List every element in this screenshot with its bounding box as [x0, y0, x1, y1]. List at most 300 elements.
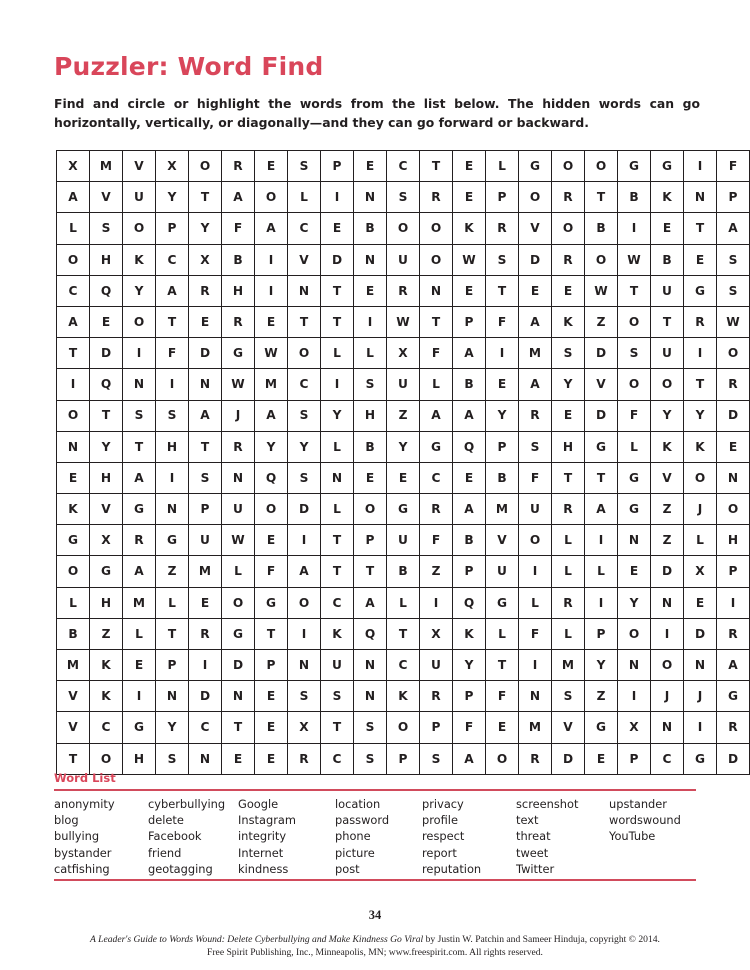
grid-cell[interactable]: N	[354, 650, 387, 681]
grid-cell[interactable]: R	[222, 431, 255, 462]
grid-cell[interactable]: N	[288, 650, 321, 681]
grid-cell[interactable]: W	[618, 244, 651, 275]
grid-cell[interactable]: L	[57, 213, 90, 244]
grid-cell[interactable]: T	[90, 400, 123, 431]
grid-cell[interactable]: S	[156, 400, 189, 431]
grid-cell[interactable]: S	[354, 369, 387, 400]
grid-cell[interactable]: A	[717, 213, 750, 244]
grid-cell[interactable]: T	[123, 431, 156, 462]
grid-cell[interactable]: Y	[189, 213, 222, 244]
grid-cell[interactable]: I	[618, 213, 651, 244]
grid-cell[interactable]: N	[222, 462, 255, 493]
grid-cell[interactable]: D	[189, 338, 222, 369]
grid-cell[interactable]: R	[717, 618, 750, 649]
grid-cell[interactable]: D	[717, 743, 750, 774]
grid-cell[interactable]: J	[222, 400, 255, 431]
grid-cell[interactable]: H	[90, 244, 123, 275]
grid-cell[interactable]: S	[354, 712, 387, 743]
grid-cell[interactable]: G	[585, 431, 618, 462]
word-list-item[interactable]: bullying	[54, 829, 100, 844]
grid-cell[interactable]: E	[57, 462, 90, 493]
grid-cell[interactable]: M	[519, 712, 552, 743]
grid-cell[interactable]: V	[552, 712, 585, 743]
grid-cell[interactable]: S	[288, 151, 321, 182]
grid-cell[interactable]: O	[519, 182, 552, 213]
word-list-item[interactable]: geotagging	[148, 861, 213, 876]
grid-cell[interactable]: E	[519, 275, 552, 306]
grid-cell[interactable]: K	[651, 182, 684, 213]
word-list-item[interactable]: wordswound	[609, 813, 681, 828]
grid-cell[interactable]: N	[354, 182, 387, 213]
grid-cell[interactable]: C	[387, 650, 420, 681]
grid-cell[interactable]: Y	[453, 650, 486, 681]
grid-cell[interactable]: I	[156, 369, 189, 400]
grid-cell[interactable]: O	[288, 338, 321, 369]
grid-cell[interactable]: E	[354, 275, 387, 306]
grid-cell[interactable]: T	[684, 213, 717, 244]
grid-cell[interactable]: I	[519, 650, 552, 681]
grid-cell[interactable]: Z	[585, 681, 618, 712]
grid-cell[interactable]: E	[453, 151, 486, 182]
grid-cell[interactable]: D	[651, 556, 684, 587]
grid-cell[interactable]: A	[420, 400, 453, 431]
grid-cell[interactable]: N	[354, 244, 387, 275]
grid-cell[interactable]: K	[387, 681, 420, 712]
grid-cell[interactable]: H	[90, 587, 123, 618]
grid-cell[interactable]: M	[189, 556, 222, 587]
grid-cell[interactable]: D	[288, 494, 321, 525]
grid-cell[interactable]: O	[552, 213, 585, 244]
grid-cell[interactable]: S	[717, 244, 750, 275]
grid-cell[interactable]: B	[354, 213, 387, 244]
grid-cell[interactable]: G	[222, 338, 255, 369]
grid-cell[interactable]: T	[189, 431, 222, 462]
grid-cell[interactable]: F	[222, 213, 255, 244]
grid-cell[interactable]: S	[288, 681, 321, 712]
grid-cell[interactable]: L	[618, 431, 651, 462]
word-list-item[interactable]: catfishing	[54, 861, 110, 876]
grid-cell[interactable]: L	[486, 151, 519, 182]
grid-cell[interactable]: T	[387, 618, 420, 649]
grid-cell[interactable]: N	[684, 650, 717, 681]
grid-cell[interactable]: L	[552, 556, 585, 587]
grid-cell[interactable]: U	[651, 338, 684, 369]
grid-cell[interactable]: Y	[618, 587, 651, 618]
grid-cell[interactable]: J	[651, 681, 684, 712]
grid-cell[interactable]: P	[156, 213, 189, 244]
grid-cell[interactable]: O	[618, 306, 651, 337]
grid-cell[interactable]: T	[651, 306, 684, 337]
grid-cell[interactable]: G	[90, 556, 123, 587]
grid-cell[interactable]: V	[123, 151, 156, 182]
grid-cell[interactable]: N	[651, 587, 684, 618]
word-list-item[interactable]: Instagram	[238, 813, 296, 828]
grid-cell[interactable]: K	[684, 431, 717, 462]
grid-cell[interactable]: N	[618, 525, 651, 556]
grid-cell[interactable]: X	[288, 712, 321, 743]
grid-cell[interactable]: A	[717, 650, 750, 681]
grid-cell[interactable]: Y	[288, 431, 321, 462]
grid-cell[interactable]: T	[618, 275, 651, 306]
grid-cell[interactable]: D	[189, 681, 222, 712]
word-search-grid[interactable]	[56, 150, 740, 775]
grid-cell[interactable]: R	[486, 213, 519, 244]
grid-cell[interactable]: C	[321, 587, 354, 618]
word-list-item[interactable]: respect	[422, 829, 465, 844]
grid-cell[interactable]: C	[387, 151, 420, 182]
grid-cell[interactable]: I	[255, 275, 288, 306]
grid-cell[interactable]: G	[420, 431, 453, 462]
word-list-item[interactable]: Google	[238, 797, 279, 811]
grid-cell[interactable]: I	[321, 369, 354, 400]
grid-cell[interactable]: V	[90, 494, 123, 525]
word-list-item[interactable]: tweet	[516, 845, 549, 860]
grid-cell[interactable]: K	[321, 618, 354, 649]
grid-cell[interactable]: T	[288, 306, 321, 337]
grid-cell[interactable]: A	[519, 369, 552, 400]
grid-cell[interactable]: O	[123, 213, 156, 244]
grid-cell[interactable]: W	[717, 306, 750, 337]
grid-cell[interactable]: L	[552, 525, 585, 556]
grid-cell[interactable]: P	[453, 556, 486, 587]
grid-cell[interactable]: P	[585, 618, 618, 649]
grid-cell[interactable]: V	[57, 681, 90, 712]
grid-cell[interactable]: H	[156, 431, 189, 462]
grid-cell[interactable]: F	[420, 338, 453, 369]
grid-cell[interactable]: J	[684, 681, 717, 712]
grid-cell[interactable]: G	[519, 151, 552, 182]
grid-cell[interactable]: W	[222, 369, 255, 400]
letter-grid-table[interactable]	[56, 150, 750, 775]
grid-cell[interactable]: L	[123, 618, 156, 649]
grid-cell[interactable]: I	[123, 338, 156, 369]
grid-cell[interactable]: H	[123, 743, 156, 774]
grid-cell[interactable]: Z	[585, 306, 618, 337]
grid-cell[interactable]: N	[57, 431, 90, 462]
grid-cell[interactable]: O	[717, 494, 750, 525]
grid-cell[interactable]: E	[717, 431, 750, 462]
grid-cell[interactable]: I	[486, 338, 519, 369]
word-list-item[interactable]: cyberbullying	[148, 797, 226, 811]
grid-cell[interactable]: I	[288, 618, 321, 649]
grid-cell[interactable]: S	[123, 400, 156, 431]
grid-cell[interactable]: E	[255, 151, 288, 182]
grid-cell[interactable]: T	[156, 306, 189, 337]
grid-cell[interactable]: I	[684, 712, 717, 743]
grid-cell[interactable]: A	[288, 556, 321, 587]
grid-cell[interactable]: A	[453, 400, 486, 431]
grid-cell[interactable]: L	[321, 431, 354, 462]
grid-cell[interactable]: L	[387, 587, 420, 618]
grid-cell[interactable]: E	[453, 462, 486, 493]
word-list-item[interactable]: picture	[335, 845, 375, 860]
grid-cell[interactable]: T	[420, 306, 453, 337]
grid-cell[interactable]: B	[57, 618, 90, 649]
grid-cell[interactable]: Z	[387, 400, 420, 431]
grid-cell[interactable]: S	[552, 338, 585, 369]
grid-cell[interactable]: N	[717, 462, 750, 493]
grid-cell[interactable]: I	[651, 618, 684, 649]
grid-cell[interactable]: K	[90, 650, 123, 681]
grid-cell[interactable]: O	[519, 525, 552, 556]
grid-cell[interactable]: F	[717, 151, 750, 182]
grid-cell[interactable]: O	[387, 213, 420, 244]
grid-cell[interactable]: E	[453, 182, 486, 213]
grid-cell[interactable]: Z	[90, 618, 123, 649]
grid-cell[interactable]: Y	[255, 431, 288, 462]
grid-cell[interactable]: O	[387, 712, 420, 743]
grid-cell[interactable]: O	[420, 244, 453, 275]
grid-cell[interactable]: C	[288, 369, 321, 400]
grid-cell[interactable]: R	[717, 712, 750, 743]
grid-cell[interactable]: N	[354, 681, 387, 712]
grid-cell[interactable]: W	[222, 525, 255, 556]
grid-cell[interactable]: F	[618, 400, 651, 431]
grid-cell[interactable]: T	[321, 275, 354, 306]
grid-cell[interactable]: T	[486, 650, 519, 681]
grid-cell[interactable]: E	[585, 743, 618, 774]
grid-cell[interactable]: U	[387, 244, 420, 275]
grid-cell[interactable]: Q	[354, 618, 387, 649]
grid-cell[interactable]: G	[651, 151, 684, 182]
grid-cell[interactable]: O	[618, 369, 651, 400]
grid-cell[interactable]: C	[321, 743, 354, 774]
grid-cell[interactable]: A	[57, 306, 90, 337]
grid-cell[interactable]: O	[684, 462, 717, 493]
grid-cell[interactable]: R	[519, 743, 552, 774]
grid-cell[interactable]: O	[255, 182, 288, 213]
grid-cell[interactable]: I	[57, 369, 90, 400]
grid-cell[interactable]: T	[57, 743, 90, 774]
grid-cell[interactable]: N	[189, 743, 222, 774]
grid-cell[interactable]: E	[618, 556, 651, 587]
grid-cell[interactable]: S	[552, 681, 585, 712]
grid-cell[interactable]: P	[387, 743, 420, 774]
grid-cell[interactable]: D	[717, 400, 750, 431]
grid-cell[interactable]: I	[618, 681, 651, 712]
grid-cell[interactable]: N	[651, 712, 684, 743]
grid-cell[interactable]: X	[684, 556, 717, 587]
grid-cell[interactable]: A	[222, 182, 255, 213]
grid-cell[interactable]: D	[552, 743, 585, 774]
grid-cell[interactable]: M	[519, 338, 552, 369]
word-list-item[interactable]: text	[516, 813, 539, 828]
grid-cell[interactable]: A	[123, 556, 156, 587]
grid-cell[interactable]: I	[156, 462, 189, 493]
grid-cell[interactable]: N	[288, 275, 321, 306]
grid-cell[interactable]: W	[585, 275, 618, 306]
word-list-item[interactable]: bystander	[54, 845, 112, 860]
grid-cell[interactable]: T	[420, 151, 453, 182]
grid-cell[interactable]: T	[222, 712, 255, 743]
grid-cell[interactable]: E	[354, 151, 387, 182]
grid-cell[interactable]: K	[57, 494, 90, 525]
grid-cell[interactable]: P	[354, 525, 387, 556]
grid-cell[interactable]: F	[453, 712, 486, 743]
grid-cell[interactable]: C	[57, 275, 90, 306]
grid-cell[interactable]: F	[486, 681, 519, 712]
grid-cell[interactable]: O	[651, 369, 684, 400]
grid-cell[interactable]: D	[684, 618, 717, 649]
grid-cell[interactable]: I	[585, 525, 618, 556]
grid-cell[interactable]: O	[585, 151, 618, 182]
grid-cell[interactable]: N	[222, 681, 255, 712]
grid-cell[interactable]: G	[123, 712, 156, 743]
word-list-item[interactable]: privacy	[422, 797, 464, 811]
grid-cell[interactable]: G	[585, 712, 618, 743]
grid-cell[interactable]: B	[585, 213, 618, 244]
grid-cell[interactable]: F	[519, 618, 552, 649]
grid-cell[interactable]: A	[123, 462, 156, 493]
grid-cell[interactable]: Y	[387, 431, 420, 462]
grid-cell[interactable]: B	[651, 244, 684, 275]
grid-cell[interactable]: S	[90, 213, 123, 244]
grid-cell[interactable]: R	[288, 743, 321, 774]
grid-cell[interactable]: E	[255, 306, 288, 337]
grid-cell[interactable]: D	[321, 244, 354, 275]
grid-cell[interactable]: T	[486, 275, 519, 306]
grid-cell[interactable]: X	[387, 338, 420, 369]
grid-cell[interactable]: Q	[453, 587, 486, 618]
word-list-item[interactable]: phone	[335, 829, 371, 844]
grid-cell[interactable]: O	[57, 400, 90, 431]
grid-cell[interactable]: S	[156, 743, 189, 774]
grid-cell[interactable]: U	[321, 650, 354, 681]
grid-cell[interactable]: Y	[156, 712, 189, 743]
grid-cell[interactable]: B	[354, 431, 387, 462]
grid-cell[interactable]: Q	[90, 369, 123, 400]
grid-cell[interactable]: L	[585, 556, 618, 587]
grid-cell[interactable]: N	[519, 681, 552, 712]
grid-cell[interactable]: N	[156, 494, 189, 525]
grid-cell[interactable]: O	[123, 306, 156, 337]
grid-cell[interactable]: S	[321, 681, 354, 712]
grid-cell[interactable]: G	[684, 743, 717, 774]
grid-cell[interactable]: K	[453, 213, 486, 244]
grid-cell[interactable]: P	[255, 650, 288, 681]
grid-cell[interactable]: E	[90, 306, 123, 337]
grid-cell[interactable]: G	[618, 151, 651, 182]
grid-cell[interactable]: S	[288, 400, 321, 431]
grid-cell[interactable]: F	[519, 462, 552, 493]
grid-cell[interactable]: F	[156, 338, 189, 369]
grid-cell[interactable]: O	[585, 244, 618, 275]
grid-cell[interactable]: C	[288, 213, 321, 244]
grid-cell[interactable]: D	[519, 244, 552, 275]
grid-cell[interactable]: H	[354, 400, 387, 431]
grid-cell[interactable]: A	[354, 587, 387, 618]
word-list-item[interactable]: YouTube	[609, 829, 656, 844]
grid-cell[interactable]: H	[717, 525, 750, 556]
grid-cell[interactable]: T	[189, 182, 222, 213]
grid-cell[interactable]: I	[519, 556, 552, 587]
grid-cell[interactable]: B	[222, 244, 255, 275]
grid-cell[interactable]: T	[321, 712, 354, 743]
grid-cell[interactable]: W	[387, 306, 420, 337]
grid-cell[interactable]: Y	[321, 400, 354, 431]
grid-cell[interactable]: N	[684, 182, 717, 213]
grid-cell[interactable]: L	[321, 338, 354, 369]
word-list-item[interactable]: threat	[516, 829, 551, 844]
grid-cell[interactable]: U	[651, 275, 684, 306]
grid-cell[interactable]: S	[717, 275, 750, 306]
grid-cell[interactable]: U	[222, 494, 255, 525]
grid-cell[interactable]: W	[453, 244, 486, 275]
grid-cell[interactable]: Z	[651, 494, 684, 525]
grid-cell[interactable]: L	[486, 618, 519, 649]
grid-cell[interactable]: E	[255, 681, 288, 712]
grid-cell[interactable]: O	[552, 151, 585, 182]
grid-cell[interactable]: X	[156, 151, 189, 182]
word-list-item[interactable]: report	[422, 845, 457, 860]
grid-cell[interactable]: N	[618, 650, 651, 681]
word-list-item[interactable]: Facebook	[148, 829, 202, 844]
grid-cell[interactable]: U	[189, 525, 222, 556]
grid-cell[interactable]: R	[420, 182, 453, 213]
grid-cell[interactable]: X	[189, 244, 222, 275]
word-list-item[interactable]: blog	[54, 813, 79, 828]
grid-cell[interactable]: U	[387, 369, 420, 400]
grid-cell[interactable]: G	[387, 494, 420, 525]
grid-cell[interactable]: B	[387, 556, 420, 587]
word-list-item[interactable]: screenshot	[516, 797, 579, 811]
grid-cell[interactable]: M	[123, 587, 156, 618]
grid-cell[interactable]: V	[90, 182, 123, 213]
grid-cell[interactable]: L	[552, 618, 585, 649]
grid-cell[interactable]: G	[156, 525, 189, 556]
grid-cell[interactable]: M	[552, 650, 585, 681]
grid-cell[interactable]: G	[618, 462, 651, 493]
grid-cell[interactable]: N	[123, 369, 156, 400]
grid-cell[interactable]: E	[123, 650, 156, 681]
grid-cell[interactable]: V	[519, 213, 552, 244]
grid-cell[interactable]: T	[585, 182, 618, 213]
word-list-item[interactable]: reputation	[422, 861, 482, 876]
grid-cell[interactable]: O	[57, 244, 90, 275]
grid-cell[interactable]: C	[156, 244, 189, 275]
grid-cell[interactable]: B	[453, 525, 486, 556]
grid-cell[interactable]: L	[519, 587, 552, 618]
grid-cell[interactable]: Z	[651, 525, 684, 556]
grid-cell[interactable]: O	[255, 494, 288, 525]
grid-cell[interactable]: E	[321, 213, 354, 244]
grid-cell[interactable]: R	[222, 306, 255, 337]
grid-cell[interactable]: S	[387, 182, 420, 213]
grid-cell[interactable]: O	[651, 650, 684, 681]
grid-cell[interactable]: A	[156, 275, 189, 306]
grid-cell[interactable]: R	[189, 618, 222, 649]
word-list-item[interactable]: post	[335, 861, 360, 876]
grid-cell[interactable]: C	[651, 743, 684, 774]
grid-cell[interactable]: N	[156, 681, 189, 712]
word-list-item[interactable]: integrity	[238, 829, 287, 844]
grid-cell[interactable]: D	[585, 400, 618, 431]
grid-cell[interactable]: R	[717, 369, 750, 400]
grid-cell[interactable]: K	[651, 431, 684, 462]
grid-cell[interactable]: V	[288, 244, 321, 275]
grid-cell[interactable]: V	[651, 462, 684, 493]
grid-cell[interactable]: G	[123, 494, 156, 525]
word-list-item[interactable]: delete	[148, 813, 184, 828]
grid-cell[interactable]: V	[585, 369, 618, 400]
grid-cell[interactable]: E	[189, 306, 222, 337]
grid-cell[interactable]: A	[519, 306, 552, 337]
grid-cell[interactable]: W	[255, 338, 288, 369]
grid-cell[interactable]: P	[453, 681, 486, 712]
grid-cell[interactable]: B	[618, 182, 651, 213]
grid-cell[interactable]: A	[57, 182, 90, 213]
grid-cell[interactable]: Y	[651, 400, 684, 431]
